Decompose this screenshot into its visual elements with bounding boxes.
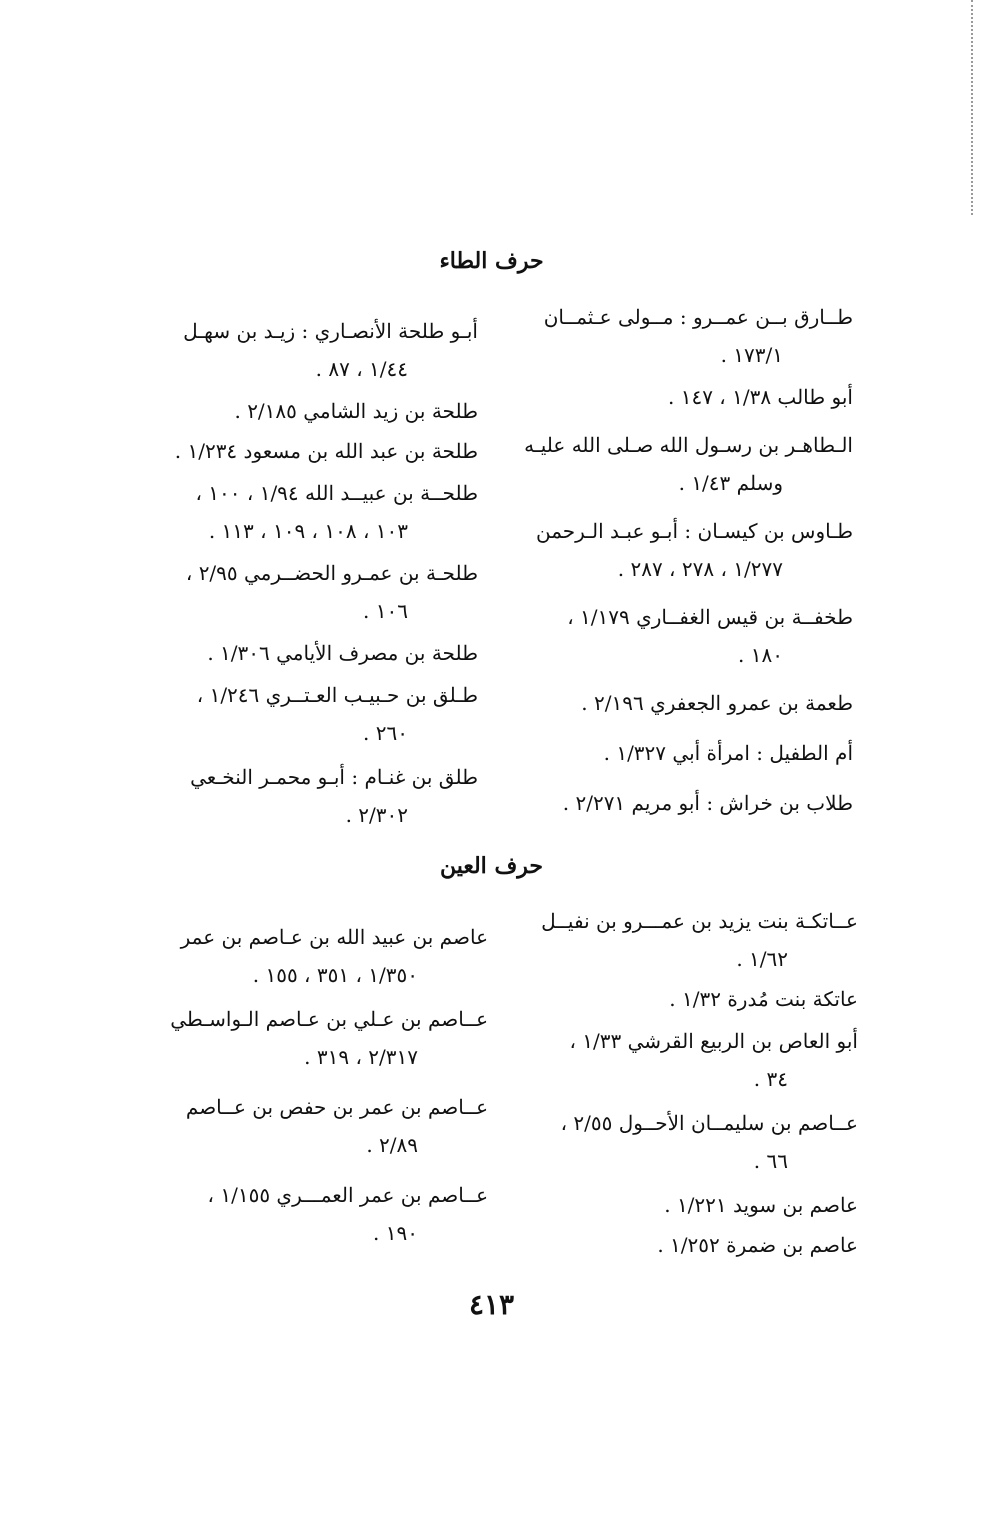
entry-reference-line: ٢/٣٠٢ . (345, 803, 408, 827)
entry-reference-line: ٢/٨٩ . (366, 1133, 418, 1157)
index-entry (128, 1088, 488, 1164)
index-entry (513, 378, 853, 416)
entry-name-line: أبـو طلحة الأنصـاري : زيـد بن سهـل (183, 319, 478, 343)
entry-reference-line: ١/٦٢ . (736, 947, 788, 971)
index-column-right (513, 902, 858, 1264)
index-column-right (513, 298, 853, 822)
entry-name-line: طلحـة بن عمـرو الحضــرمي ٢/٩٥ ، (185, 561, 478, 585)
entry-reference-line: ١٠٦ . (363, 599, 408, 623)
index-entry (118, 676, 478, 752)
index-entry (118, 554, 478, 630)
index-entry (513, 512, 853, 588)
entry-name-line: أم الطفيل : امرأة أبي ١/٣٢٧ . (603, 741, 853, 765)
entry-reference-line: ١٩٠ . (373, 1221, 418, 1245)
index-entry (118, 432, 478, 470)
index-entry (513, 1022, 858, 1098)
entry-name-line: طلحة بن عبد الله بن مسعود ١/٢٣٤ . (174, 439, 478, 463)
entry-name-line: عاصم بن عبيد الله بن عـاصم بن عمر (180, 925, 488, 949)
entry-name-line: طلحــة بن عبيــد الله ١/٩٤ ، ١٠٠ ، (195, 481, 478, 505)
index-column-left (128, 918, 488, 1252)
index-entry (118, 758, 478, 834)
index-entry (513, 902, 858, 978)
entry-name-line: عــاصم بن سليمــان الأحــول ٢/٥٥ ، (560, 1111, 858, 1135)
entry-name-line: طخفــة بن قيس الغفــاري ١/١٧٩ ، (567, 605, 853, 629)
entry-reference-line: ١/٣٥٠ ، ٣٥١ ، ١٥٥ . (252, 963, 418, 987)
index-entry (128, 918, 488, 994)
entry-reference-line: ٦٦ . (753, 1149, 788, 1173)
entry-name-line: عاتكة بنت مُدرة ١/٣٢ . (669, 987, 858, 1011)
entry-name-line: طـلق بن حـبيـب العـتــري ١/٢٤٦ ، (196, 683, 478, 707)
index-entry (513, 598, 853, 674)
entry-name-line: طلحة بن زيد الشامي ٢/١٨٥ . (234, 399, 478, 423)
index-entry (513, 734, 853, 772)
index-entry (118, 312, 478, 388)
index-entry (513, 980, 858, 1018)
index-entry (513, 1104, 858, 1180)
entry-reference-line: ٢٦٠ . (363, 721, 408, 745)
index-entry (513, 784, 853, 822)
index-column-left (118, 312, 478, 834)
entry-name-line: أبو العاص بن الربيع القرشي ١/٣٣ ، (569, 1029, 858, 1053)
index-entry (118, 474, 478, 550)
entry-name-line: أبو طالب ١/٣٨ ، ١٤٧ . (667, 385, 853, 409)
index-entry (513, 298, 853, 374)
section-heading-taa: حرف الطاء (439, 248, 544, 274)
entry-reference-line: ٢/٣١٧ ، ٣١٩ . (304, 1045, 418, 1069)
entry-name-line: عــاصم بن عمر بن حفص بن عــاصم (185, 1095, 488, 1119)
entry-reference-line: ٣٤ . (753, 1067, 788, 1091)
page-edge-dots (969, 0, 973, 215)
entry-name-line: طعمة بن عمرو الجعفري ٢/١٩٦ . (581, 691, 853, 715)
entry-reference-line: ١/٢٧٧ ، ٢٧٨ ، ٢٨٧ . (617, 557, 783, 581)
entry-reference-line: ١٧٣/١ . (720, 343, 783, 367)
index-entry (513, 1186, 858, 1224)
index-entry (118, 392, 478, 430)
entry-reference-line: ١٨٠ . (738, 643, 783, 667)
entry-name-line: الـطاهـر بن رسـول الله صـلى الله عليـه (524, 433, 853, 457)
index-entry (128, 1176, 488, 1252)
entry-name-line: طلاب بن خراش : أبو مريم ٢/٢٧١ . (562, 791, 853, 815)
entry-name-line: عــاتكـة بنت يزيد بن عمـــرو بن نفيــل (541, 909, 858, 933)
page-number: ٤١٣ (468, 1288, 515, 1321)
entry-reference-line: ١٠٣ ، ١٠٨ ، ١٠٩ ، ١١٣ . (208, 519, 408, 543)
entry-name-line: عــاصم بن عمر العمـــري ١/١٥٥ ، (207, 1183, 488, 1207)
index-entry (128, 1000, 488, 1076)
index-entry (513, 426, 853, 502)
entry-name-line: عاصم بن ضمرة ١/٢٥٢ . (657, 1233, 858, 1257)
entry-reference-line: ١/٤٤ ، ٨٧ . (315, 357, 408, 381)
section-heading-ayn: حرف العين (439, 853, 544, 879)
entry-name-line: عاصم بن سويد ١/٢٢١ . (664, 1193, 858, 1217)
index-entry (118, 634, 478, 672)
entry-name-line: طلق بن غنـام : أبـو محمـر النخـعي (190, 765, 478, 789)
entry-name-line: طــارق بــن عمــرو : مــولى عـثمــان (543, 305, 853, 329)
entry-name-line: عــاصم بن عـلي بن عـاصم الـواسـطي (170, 1007, 488, 1031)
entry-reference-line: وسلم ١/٤٣ . (678, 471, 783, 495)
index-entry (513, 684, 853, 722)
entry-name-line: طـاوس بن كيسـان : أبـو عبـد الـرحمن (536, 519, 853, 543)
index-entry (513, 1226, 858, 1264)
entry-name-line: طلحة بن مصرف الأيامي ١/٣٠٦ . (207, 641, 478, 665)
